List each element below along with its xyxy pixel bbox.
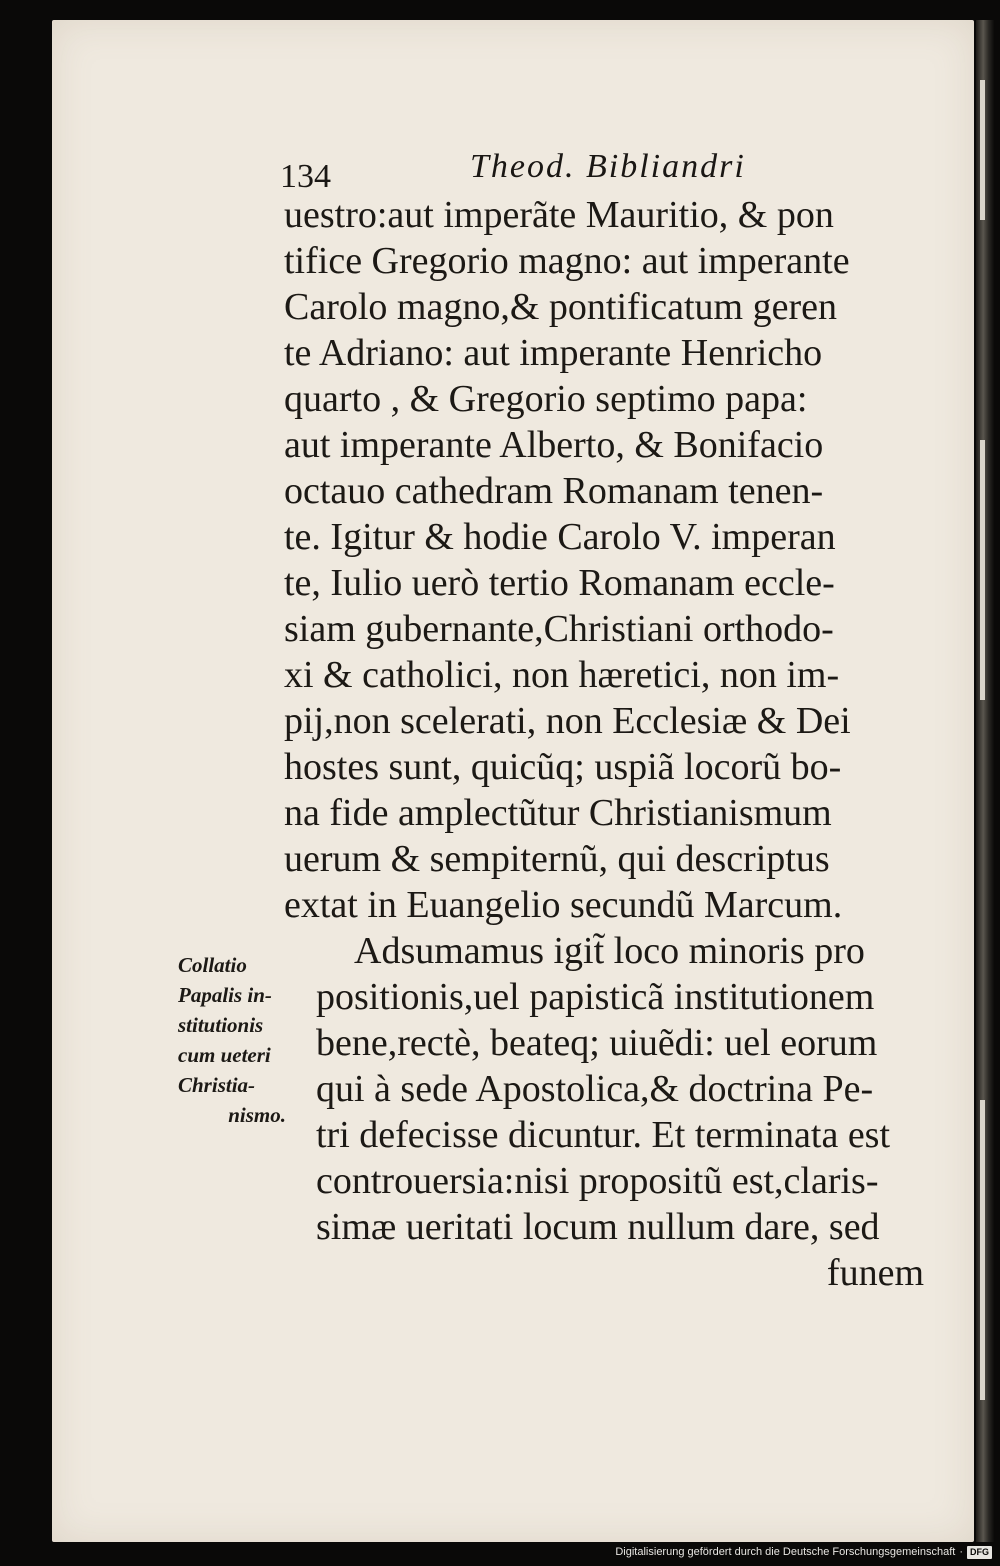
- text-line: uestro:aut imperãte Mauritio, & pon: [284, 194, 834, 236]
- note-line: Papalis in-: [178, 983, 272, 1007]
- dfg-logo: DFG: [967, 1546, 992, 1559]
- text-line: aut imperante Alberto, & Bonifacio: [284, 424, 824, 466]
- text-line: xi & catholici, non hæretici, non im-: [284, 654, 840, 696]
- note-line: stitutionis: [178, 1013, 264, 1037]
- separator: ·: [959, 1546, 963, 1558]
- text-line: tri defecisse dicuntur. Et terminata est: [316, 1114, 891, 1156]
- text-line: octauo cathedram Romanam tenen-: [284, 470, 824, 512]
- gutter-edge: [980, 1100, 985, 1400]
- text-line: pij,non scelerati, non Ecclesiæ & Dei: [284, 700, 851, 742]
- gutter-edge: [980, 440, 985, 700]
- running-head: [280, 148, 940, 198]
- text-line: extat in Euangelio secundũ Marcum.: [284, 884, 843, 926]
- text-line: quarto , & Gregorio septimo papa:: [284, 378, 808, 420]
- text-line: qui à sede Apostolica,& doctrina Pe-: [316, 1068, 874, 1110]
- digitization-credit: [615, 1542, 992, 1562]
- text-line: Adsumamus igit̃ loco minoris pro: [354, 930, 865, 972]
- text-line: te. Igitur & hodie Carolo V. imperan: [284, 516, 836, 558]
- credit-text: Digitalisierung gefördert durch die Deutsche Forschungsgemeinschaft: [615, 1546, 956, 1558]
- text-line: na fide amplectũtur Christianismum: [284, 792, 832, 834]
- text-line: controuersia:nisi propositũ est,claris-: [316, 1160, 879, 1202]
- note-line: Collatio: [178, 953, 247, 977]
- text-line: positionis,uel papisticã institutionem: [316, 976, 875, 1018]
- note-line: cum ueteri: [178, 1043, 271, 1067]
- text-line: Carolo magno,& pontificatum geren: [284, 286, 837, 328]
- body-text: [284, 192, 964, 1296]
- text-line: hostes sunt, quicũq; uspiã locorũ bo-: [284, 746, 842, 788]
- catchword: funem: [826, 1252, 924, 1294]
- text-line: te, Iulio uerò tertio Romanam eccle-: [284, 562, 835, 604]
- gutter-edge: [980, 80, 985, 220]
- running-title: Theod. Bibliandri: [470, 148, 746, 185]
- text-line: bene,rectè, beateq; uiuẽdi: uel eorum: [316, 1022, 878, 1064]
- note-line: nismo.: [228, 1103, 286, 1127]
- text-line: simæ ueritati locum nullum dare, sed: [316, 1206, 880, 1248]
- note-line: Christia-: [178, 1073, 256, 1097]
- page-number: 134: [280, 158, 331, 195]
- text-line: siam gubernante,Christiani orthodo-: [284, 608, 834, 650]
- text-line: te Adriano: aut imperante Henricho: [284, 332, 823, 374]
- marginal-note: [178, 950, 308, 1130]
- text-line: uerum & sempiternũ, qui descriptus: [284, 838, 830, 880]
- text-line: tifice Gregorio magno: aut imperante: [284, 240, 850, 282]
- page-gutter: [976, 20, 994, 1542]
